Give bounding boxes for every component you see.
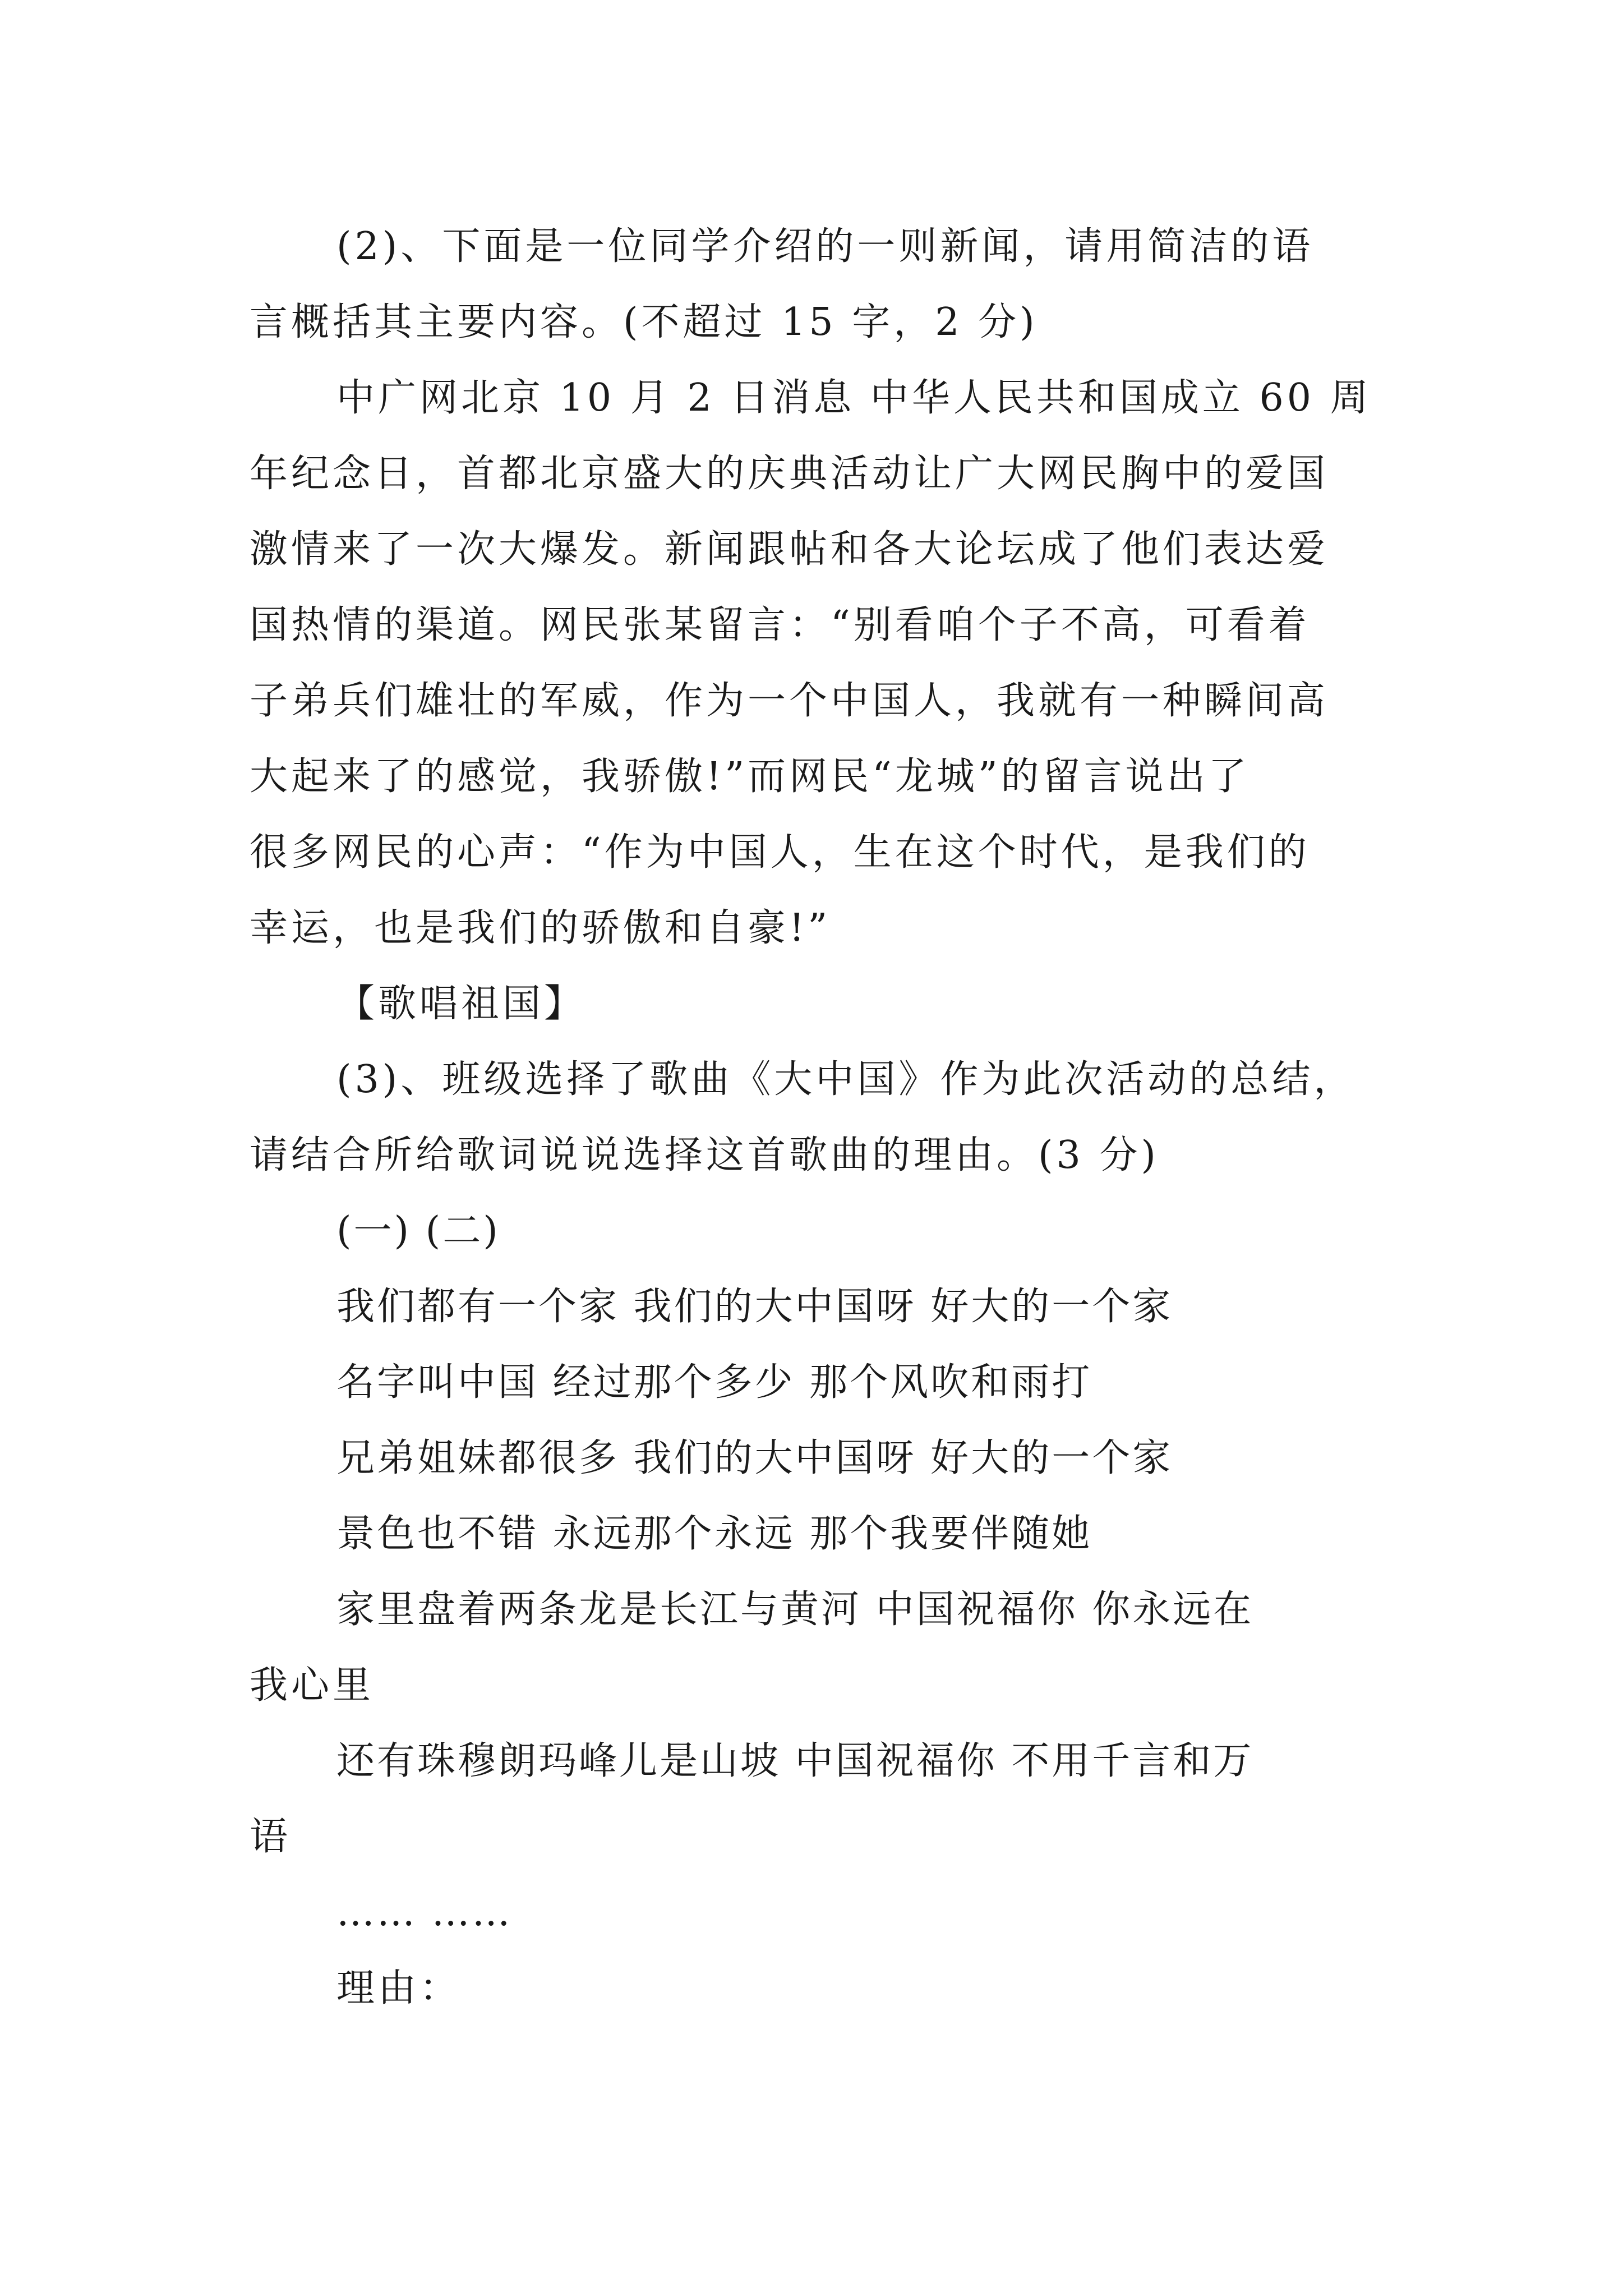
news-line-6: 大起来了的感觉，我骄傲!”而网民“龙城”的留言说出了	[250, 754, 1250, 799]
lyric-part-labels: (一) (二)	[336, 1209, 500, 1253]
lyric-line-2: 名字叫中国 经过那个多少 那个风吹和雨打	[336, 1360, 1092, 1405]
answer-label: 理由：	[336, 1966, 462, 2010]
question-3-line-2: 请结合所给歌词说说选择这首歌曲的理由。(3 分)	[250, 1133, 1159, 1177]
lyric-line-5-continued: 我心里	[250, 1663, 375, 1708]
section-heading: 【歌唱祖国】	[336, 982, 586, 1026]
lyric-line-6: 还有珠穆朗玛峰儿是山坡 中国祝福你 不用千言和万	[336, 1739, 1254, 1783]
lyric-line-4: 景色也不错 永远那个永远 那个我要伴随她	[336, 1512, 1092, 1556]
lyric-ellipsis: …… ……	[336, 1890, 513, 1935]
question-3-line-1: (3)、班级选择了歌曲《大中国》作为此次活动的总结，	[336, 1057, 1355, 1102]
question-2-line-1: (2)、下面是一位同学介绍的一则新闻，请用简洁的语	[336, 224, 1314, 269]
news-line-8: 幸运，也是我们的骄傲和自豪!”	[250, 906, 831, 950]
lyric-line-3: 兄弟姐妹都很多 我们的大中国呀 好大的一个家	[336, 1436, 1173, 1480]
news-line-3: 激情来了一次大爆发。新闻跟帖和各大论坛成了他们表达爱	[250, 527, 1329, 572]
lyric-line-1: 我们都有一个家 我们的大中国呀 好大的一个家	[336, 1285, 1173, 1329]
lyric-line-5: 家里盘着两条龙是长江与黄河 中国祝福你 你永远在	[336, 1588, 1254, 1632]
question-2-line-2: 言概括其主要内容。(不超过 15 字，2 分)	[250, 300, 1038, 344]
news-line-7: 很多网民的心声：“作为中国人，生在这个时代，是我们的	[250, 830, 1310, 875]
lyric-line-6-continued: 语	[250, 1815, 292, 1859]
news-line-1: 中广网北京 10 月 2 日消息 中华人民共和国成立 60 周	[336, 376, 1372, 420]
news-line-2: 年纪念日，首都北京盛大的庆典活动让广大网民胸中的爱国	[250, 452, 1329, 496]
news-line-5: 子弟兵们雄壮的军威，作为一个中国人，我就有一种瞬间高	[250, 679, 1329, 723]
news-line-4: 国热情的渠道。网民张某留言：“别看咱个子不高，可看着	[250, 603, 1310, 647]
